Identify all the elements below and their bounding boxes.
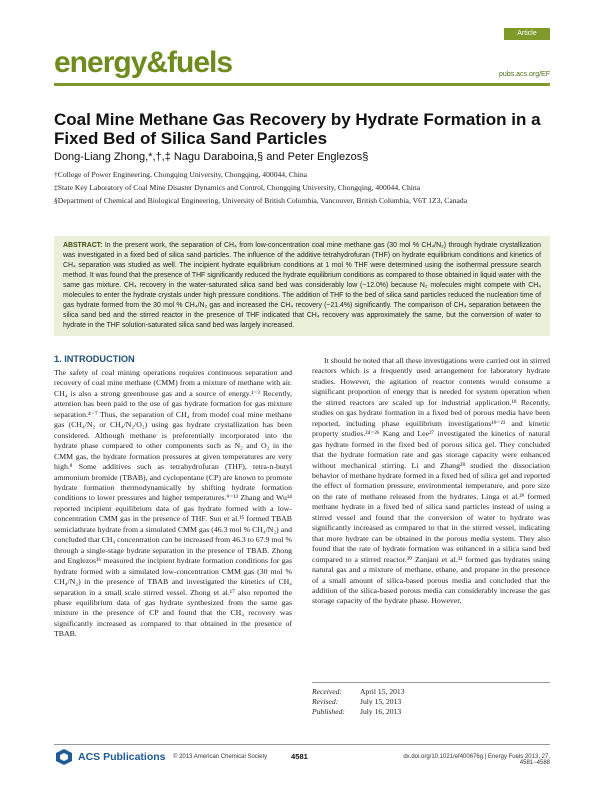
publisher-name: ACS Publications bbox=[78, 751, 166, 763]
publication-dates bbox=[312, 682, 550, 717]
date-value: April 15, 2013 bbox=[360, 687, 405, 696]
date-revised bbox=[312, 697, 550, 707]
affiliation-1: †College of Power Engineering, Chongqing University, Chongqing, 400044, China bbox=[54, 170, 308, 179]
journal-url-link[interactable]: pubs.acs.org/EF bbox=[499, 71, 550, 78]
author-list: Dong-Liang Zhong,*,†,‡ Nagu Daraboina,§ and Peter Englezos§ bbox=[54, 151, 369, 163]
date-value: July 16, 2013 bbox=[360, 707, 402, 716]
page-number: 4581 bbox=[291, 752, 308, 761]
intro-paragraph-2: It should be noted that all these investigations were carried out in stirred reactors which is a frequently used arrangement for laboratory hydrate studies. However, the agitation of reactor contents would consume a significant proportion of energy that is needed for system operation when the stirred reactors are scaled up for industrial application.¹⁸ Recently, studies on gas hydrate formation in a fixed bed of porous media have been reported, including phase equilibrium investigations¹⁹⁻²³ and kinetic property studies.²⁴⁻²⁶ Kang and Lee²⁷ investigated the kinetics of natural gas hydrate formed in the fixed bed of porous silica gel. They concluded that the hydrate formation rate and gas storage capacity were enhanced without mechanical stirring. Li and Zhang²⁸ studied the dissociation behavior of methane hydrate formed in a fixed bed of silica gel and reported the effect of formation pressure, environmental temperature, and pore size on the rate of methane released from the hydrates. Linga et al.²⁹ formed methane hydrate in a fixed bed of silica sand particles instead of using a stirred vessel and found that the conversion of water to hydrate was significantly increased as compared to that in the stirred vessel, indicating that more hydrate can be obtained in the porous media system. They also found that the rate of hydrate formation was enhanced in a silica sand bed compared to a stirred reactor.³⁰ Zanjani et al.³¹ formed gas hydrates using natural gas and a mixture of methane, ethane, and propane in the presence of a small amount of silica-based porous media and concluded that the addition of the silica-based porous media can considerably increase the gas storage capacity of the hydrate phase. However, bbox=[312, 356, 550, 606]
date-label: Published: bbox=[312, 707, 345, 716]
date-received bbox=[312, 687, 550, 697]
affiliation-2: ‡State Key Laboratory of Coal Mine Disaster Dynamics and Control, Chongqing University, Chongqing, 400044, China bbox=[54, 183, 421, 192]
date-label: Revised: bbox=[312, 697, 339, 706]
body-column-right bbox=[312, 356, 550, 607]
footer-divider bbox=[54, 744, 550, 745]
body-column-left bbox=[54, 368, 292, 640]
copyright-notice: © 2013 American Chemical Society bbox=[173, 754, 268, 760]
date-published bbox=[312, 707, 550, 717]
intro-paragraph-1: The safety of coal mining operations requires continuous separation and recovery of coal mine methane (CMM) from a mixture of methane with air. CH₄ is also a strong greenhouse gas and a source of energy.¹⁻³ Recently, attention has been paid to the use of gas hydrate formation for gas mixture separation.⁴⁻⁷ Thus, the separation of CH₄ from model coal mine methane gas (CH₄/N₂ or CH₄/N₂/O₂) using gas hydrate crystallization has been considered. Although methane is preferentially incorporated into the hydrate phase compared to other components such as N₂ and O₂ in the CMM gas, the hydrate formation pressures at given temperatures are very high.⁸ Some additives such as tetrahydrofuran (THF), tetra-n-butyl ammonium bromide (TBAB), and cyclopentane (CP) are known to promote hydrate formation thermodynamically by shifting hydrate formation conditions to lower pressures and higher temperatures.⁹⁻¹³ Zhang and Wu¹⁴ reported incipient equilibrium data of gas hydrate formed with a low-concentration CMM gas in the presence of THF. Sun et al.¹⁵ formed TBAB semiclathrate hydrate from a simulated CMM gas (46.3 mol % CH₄/N₂) and concluded that CH₄ concentration can be increased from 46.3 to 67.9 mol % through a single-stage hydrate separation in the presence of TBAB. Zhong and Englezos¹⁶ measured the incipient hydrate formation conditions for gas hydrate formed with a simulated low-concentration CMM gas (30 mol % CH₄/N₂) in the presence of TBAB and investigated the kinetics of CH₄ separation in a small scale stirred vessel. Zhong et al.¹⁷ also reported the phase equilibrium data of gas hydrate synthesized from the same gas mixture in the presence of CP and found that the CH₄ recovery was significantly increased as compared to that obtained in the presence of TBAB. bbox=[54, 368, 292, 639]
abstract-box bbox=[54, 236, 550, 336]
abstract-text: In the present work, the separation of CH₄ from low-concentration coal mine methane gas (30 mol % CH₄/N₂) through hydrate crystallization was investigated in a fixed bed of silica sand particles. The influence of the additive tetrahydrofuran (THF) on hydrate equilibrium conditions and kinetics of CH₄ separation was studied as well. The incipient hydrate equilibrium conditions at 1 mol % THF were determined using the isothermal pressure search method. It was found that the presence of THF significantly reduced the hydrate equilibrium conditions as compared to those obtained in liquid water with the same gas mixture. CH₄ recovery in the water-saturated silica sand bed was considerably low (~12.0%) because N₂ molecules might compete with CH₄ molecules to enter the hydrate crystals under high pressure conditions. The addition of THF to the bed of silica sand particles reduced the nucleation time of gas hydrate formed from the 30 mol % CH₄/N₂ gas and increased the CH₄ recovery (~21.4%) significantly. The comparison of CH₄ separation between the silica sand bed and the stirred reactor in the presence of THF indicated that CH₄ recovery was approximately the same, but the conversion of water to hydrate in the THF solution-saturated silica sand bed was largely increased. bbox=[63, 242, 541, 330]
affiliation-3: §Department of Chemical and Biological Engineering, University of British Columbia, Vancouver, British Columbia, V6T 1Z3, Canada bbox=[54, 196, 468, 205]
journal-logo: energy&fuels bbox=[54, 46, 233, 79]
acs-hexagon-icon bbox=[54, 748, 74, 766]
abstract-heading: ABSTRACT: bbox=[63, 242, 103, 249]
section-heading-introduction: 1. INTRODUCTION bbox=[54, 354, 135, 364]
doi-link[interactable]: dx.doi.org/10.1021/ef400676g | Energy Fuels 2013, 27, 4581−4588 bbox=[403, 754, 550, 766]
date-label: Received: bbox=[312, 687, 342, 696]
article-type-tag: Article bbox=[504, 28, 550, 40]
paper-title: Coal Mine Methane Gas Recovery by Hydrate Formation in a Fixed Bed of Silica Sand Particles bbox=[54, 110, 541, 148]
date-value: July 15, 2013 bbox=[360, 697, 402, 706]
header-divider bbox=[54, 83, 550, 86]
